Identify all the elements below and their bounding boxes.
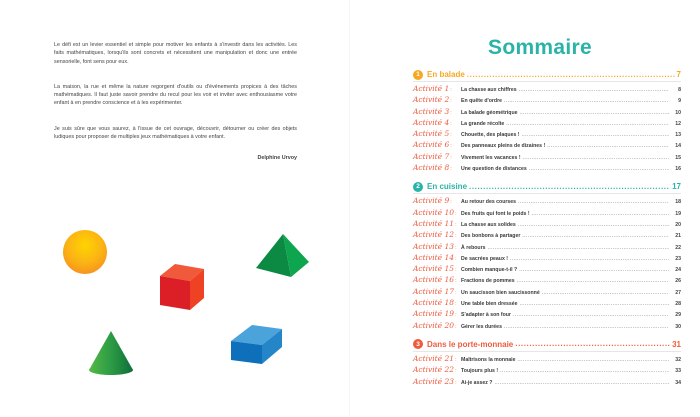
activity-number: 21 [444, 353, 455, 363]
intro-paragraph: La maison, la rue et même la nature regorgent d'outils ou d'événements propices à des tâches mathématiques. Il faut juste savoir prendre du recul pour les voir et inviter avec enthousiasme votre enfant à en prendre conscience et à les expérimenter. [54, 83, 297, 107]
colon-separator: : [450, 143, 452, 150]
leader-dots [519, 268, 669, 273]
activity-label [413, 84, 461, 93]
table-of-contents [413, 69, 681, 395]
activity-word: Activité [413, 218, 443, 228]
toc-entry[interactable] [413, 275, 681, 286]
section-heading[interactable] [413, 339, 681, 352]
leader-dots [522, 234, 669, 239]
leader-dots [515, 340, 670, 348]
leader-dots [523, 156, 669, 161]
activity-label [413, 287, 461, 296]
activity-number: 7 [444, 151, 450, 161]
activity-number: 5 [444, 129, 450, 139]
activity-title: En quête d'ordre [461, 98, 503, 105]
colon-separator: : [455, 368, 457, 375]
section-page-number: 17 [672, 182, 681, 192]
leader-dots [510, 257, 669, 262]
leader-dots [488, 246, 669, 251]
activity-label [413, 163, 461, 172]
activity-word: Activité [413, 365, 443, 375]
activity-page-number: 34 [675, 379, 681, 386]
leader-dots [504, 325, 669, 330]
activity-label [413, 309, 461, 318]
section-title: En cuisine [427, 182, 468, 192]
activity-label [413, 321, 461, 330]
colon-separator: : [450, 98, 452, 105]
toc-entry[interactable] [413, 129, 681, 140]
leader-dots [518, 200, 669, 205]
colon-separator: : [450, 199, 452, 206]
activity-word: Activité [413, 320, 443, 330]
section-heading[interactable] [413, 181, 681, 194]
leader-dots [469, 183, 670, 191]
toc-entry[interactable] [413, 219, 681, 230]
activity-label [413, 208, 461, 217]
activity-label [413, 140, 461, 149]
toc-entry[interactable] [413, 253, 681, 264]
activity-number: 18 [444, 298, 455, 308]
activity-list [413, 354, 681, 388]
activity-number: 22 [444, 365, 455, 375]
activity-label [413, 354, 461, 363]
activity-word: Activité [413, 252, 443, 262]
activity-label [413, 118, 461, 127]
intro-paragraph: Le défi est un levier essentiel et simple pour motiver les enfants à s'investir dans les activités. Les faits mathématiques, lorsqu'ils sont concrets et nécessitent une manipulation et donc une entrée sensorielle, font sens pour eux. [54, 42, 297, 65]
activity-label [413, 253, 461, 262]
activity-label [413, 242, 461, 251]
activity-page-number: 28 [675, 301, 681, 308]
activity-number: 9 [444, 196, 450, 206]
colon-separator: : [455, 244, 457, 251]
toc-entry[interactable] [413, 140, 681, 151]
leader-dots [517, 358, 669, 363]
colon-separator: : [455, 267, 457, 274]
activity-label [413, 230, 461, 239]
activity-word: Activité [413, 230, 443, 240]
activity-page-number: 12 [675, 120, 681, 127]
colon-separator: : [450, 166, 452, 173]
activity-page-number: 29 [675, 312, 681, 319]
leader-dots [519, 88, 669, 93]
rectangular-prism-shape [231, 325, 282, 364]
activity-label [413, 219, 461, 228]
activity-word: Activité [413, 286, 443, 296]
activity-word: Activité [413, 196, 443, 206]
activity-title: Chouette, des plaques ! [461, 132, 520, 139]
leader-dots [494, 381, 669, 386]
activity-word: Activité [413, 84, 443, 93]
activity-title: La balade géométrique [461, 109, 518, 116]
activity-title: Gérer les durées [461, 323, 502, 330]
toc-entry[interactable] [413, 298, 681, 309]
activity-page-number: 33 [675, 368, 681, 375]
activity-label [413, 95, 461, 104]
activity-title: Toujours plus ! [461, 368, 499, 375]
colon-separator: : [455, 221, 457, 228]
leader-dots [520, 111, 669, 116]
leader-dots [518, 223, 669, 228]
activity-label [413, 298, 461, 307]
activity-label [413, 377, 461, 386]
leader-dots [517, 279, 669, 284]
toc-entry[interactable] [413, 230, 681, 241]
activity-word: Activité [413, 163, 443, 173]
activity-label [413, 275, 461, 284]
activity-word: Activité [413, 264, 443, 274]
activity-page-number: 23 [675, 255, 681, 262]
activity-list [413, 84, 681, 174]
activity-label [413, 365, 461, 374]
activity-label [413, 264, 461, 273]
activity-page-number: 22 [675, 244, 681, 251]
activity-number: 16 [444, 275, 455, 285]
activity-word: Activité [413, 376, 443, 386]
activity-page-number: 8 [678, 87, 681, 93]
activity-page-number: 24 [675, 267, 681, 274]
toc-entry[interactable] [413, 84, 681, 95]
leader-dots [467, 71, 675, 79]
activity-page-number: 9 [678, 98, 681, 105]
colon-separator: : [450, 87, 452, 93]
activity-label [413, 152, 461, 161]
section-heading[interactable] [413, 69, 681, 82]
page-title: Sommaire [488, 36, 592, 59]
activity-title: Au retour des courses [461, 199, 517, 206]
activity-word: Activité [413, 353, 443, 363]
activity-title: Des fruits qui font le poids ! [461, 210, 530, 217]
activity-page-number: 13 [675, 132, 681, 139]
activity-number: 19 [444, 309, 455, 319]
activity-number: 8 [444, 163, 450, 173]
section-number-badge: 2 [413, 182, 423, 192]
colon-separator: : [455, 312, 457, 319]
activity-label [413, 107, 461, 116]
colon-separator: : [455, 301, 457, 308]
toc-entry[interactable] [413, 287, 681, 298]
leader-dots [500, 369, 669, 374]
cone-shape [89, 331, 133, 375]
activity-title: Vivement les vacances ! [461, 154, 521, 161]
leader-dots [532, 212, 669, 217]
leader-dots [504, 99, 669, 104]
toc-section-en-balade [413, 69, 681, 174]
colon-separator: : [450, 132, 452, 139]
activity-title: Maîtrisons la monnaie [461, 356, 516, 363]
activity-title: S'adapter à son four [461, 312, 511, 319]
activity-number: 4 [444, 117, 450, 127]
activity-title: Combien manque-t-il ? [461, 267, 518, 274]
activity-title: Ai-je assez ? [461, 379, 493, 386]
colon-separator: : [455, 323, 457, 330]
activity-number: 23 [444, 376, 455, 386]
activity-number: 1 [444, 84, 450, 93]
toc-entry[interactable] [413, 163, 681, 174]
activity-number: 2 [444, 95, 450, 105]
activity-page-number: 27 [675, 289, 681, 296]
activity-label [413, 196, 461, 205]
geometric-shapes-illustration [0, 210, 350, 417]
toc-entry[interactable] [413, 152, 681, 163]
activity-word: Activité [413, 140, 443, 150]
toc-entry[interactable] [413, 354, 681, 365]
toc-entry[interactable] [413, 95, 681, 106]
colon-separator: : [450, 109, 452, 116]
activity-page-number: 19 [675, 210, 681, 217]
activity-number: 15 [444, 264, 455, 274]
toc-entry[interactable] [413, 196, 681, 207]
section-title: En balade [427, 70, 465, 79]
leader-dots [542, 291, 669, 296]
leader-dots [522, 133, 669, 138]
activity-title: Une table bien dressée [461, 301, 518, 308]
activity-word: Activité [413, 95, 443, 105]
activity-page-number: 32 [675, 356, 681, 363]
activity-title: La grande récolte [461, 120, 505, 127]
pyramid-shape [256, 234, 309, 277]
colon-separator: : [455, 278, 457, 285]
activity-word: Activité [413, 117, 443, 127]
activity-word: Activité [413, 241, 443, 251]
colon-separator: : [450, 120, 452, 127]
activity-word: Activité [413, 275, 443, 285]
activity-title: La chasse aux solides [461, 221, 516, 228]
section-title: Dans le porte-monnaie [427, 339, 514, 349]
activity-title: Un saucisson bien saucissonné [461, 289, 540, 296]
leader-dots [520, 302, 669, 307]
activity-title: Fractions de pommes [461, 278, 515, 285]
activity-word: Activité [413, 309, 443, 319]
activity-number: 13 [444, 241, 455, 251]
activity-word: Activité [413, 106, 443, 116]
sphere-shape [63, 230, 107, 274]
activity-number: 10 [444, 207, 455, 217]
toc-section-dans-le-porte-monnaie [413, 339, 681, 388]
activity-page-number: 20 [675, 221, 681, 228]
colon-separator: : [455, 289, 457, 296]
intro-paragraph: Je suis sûre que vous saurez, à l'issue de cet ouvrage, découvrir, détourner ou créer des objets ludiques pour proposer de multiples jeux mathématiques à votre enfant. [54, 125, 297, 141]
activity-page-number: 30 [675, 323, 681, 330]
activity-title: Des bonbons à partager [461, 233, 521, 240]
colon-separator: : [455, 255, 457, 262]
colon-separator: : [455, 210, 457, 217]
colon-separator: : [455, 356, 457, 363]
activity-word: Activité [413, 207, 443, 217]
activity-number: 17 [444, 286, 455, 296]
activity-page-number: 26 [675, 278, 681, 285]
activity-number: 12 [444, 230, 455, 240]
activity-page-number: 18 [675, 199, 681, 206]
activity-list [413, 196, 681, 332]
toc-entry[interactable] [413, 118, 681, 129]
toc-section-en-cuisine [413, 181, 681, 332]
leader-dots [529, 167, 669, 172]
activity-page-number: 14 [675, 143, 681, 150]
section-number-badge: 1 [413, 70, 423, 80]
author-signature: Delphine Urvoy [257, 155, 297, 162]
toc-entry[interactable] [413, 107, 681, 118]
activity-number: 11 [444, 218, 455, 228]
activity-title: Des panneaux pleins de dizaines ! [461, 143, 546, 150]
activity-word: Activité [413, 151, 443, 161]
activity-title: La chasse aux chiffres [461, 87, 517, 93]
leader-dots [547, 144, 669, 149]
toc-entry[interactable] [413, 309, 681, 320]
activity-page-number: 16 [675, 166, 681, 173]
activity-title: Une question de distances [461, 166, 527, 173]
intro-text [54, 41, 297, 163]
activity-page-number: 15 [675, 154, 681, 161]
toc-entry[interactable] [413, 377, 681, 388]
activity-number: 6 [444, 140, 450, 150]
activity-page-number: 21 [675, 233, 681, 240]
colon-separator: : [450, 154, 452, 161]
toc-entry[interactable] [413, 264, 681, 275]
activity-number: 20 [444, 320, 455, 330]
activity-page-number: 10 [675, 109, 681, 116]
activity-number: 14 [444, 252, 455, 262]
activity-word: Activité [413, 129, 443, 139]
activity-label [413, 129, 461, 138]
leader-dots [513, 313, 669, 318]
activity-title: À rebours [461, 244, 486, 251]
toc-entry[interactable] [413, 242, 681, 253]
toc-entry[interactable] [413, 365, 681, 376]
colon-separator: : [455, 379, 457, 386]
leader-dots [506, 122, 669, 127]
activity-number: 3 [444, 106, 450, 116]
section-page-number: 31 [672, 339, 681, 349]
cube-shape [160, 264, 204, 310]
section-number-badge: 3 [413, 339, 423, 349]
section-page-number: 7 [676, 70, 681, 79]
colon-separator: : [455, 233, 457, 240]
toc-entry[interactable] [413, 321, 681, 332]
activity-word: Activité [413, 298, 443, 308]
activity-title: De sacrées peaux ! [461, 255, 509, 262]
toc-entry[interactable] [413, 208, 681, 219]
